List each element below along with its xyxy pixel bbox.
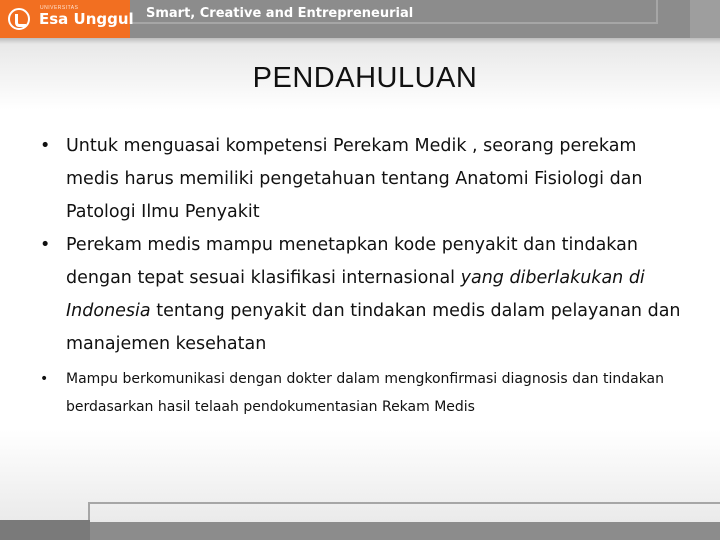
bullet-text: Perekam medis mampu menetapkan kode penyakit dan tindakan dengan tepat sesuai klasifikasi internasional	[66, 235, 638, 288]
header-accent	[690, 0, 720, 38]
bullet-dot: •	[40, 136, 51, 156]
university-logo	[0, 0, 134, 38]
bullet-text: tentang penyakit dan tindakan medis dalam pelayanan dan manajemen kesehatan	[66, 301, 681, 354]
logo-text: Esa Unggul	[39, 10, 134, 28]
bullet-item	[38, 365, 688, 421]
header-tagline: Smart, Creative and Entrepreneurial	[146, 6, 414, 21]
header-shadow	[0, 38, 720, 44]
bullet-list	[38, 130, 688, 421]
bullet-text: Untuk menguasai kompetensi Perekam Medik , seorang perekam medis harus memiliki pengetahuan tentang Anatomi Fisiologi dan Patologi Ilmu Penyakit	[66, 136, 643, 222]
bullet-dot: •	[40, 371, 49, 387]
bullet-item	[38, 229, 688, 361]
bullet-item	[38, 130, 688, 229]
bullet-text-italic: yang diberlakukan di Indonesia	[66, 268, 645, 321]
bullet-text: Mampu berkomunikasi dengan dokter dalam mengkonfirmasi diagnosis dan tindakan berdasarkan hasil telaah pendokumentasian Rekam Medis	[66, 371, 665, 415]
bullet-dot: •	[40, 235, 51, 255]
slide-title: PENDAHULUAN	[252, 62, 478, 94]
footer-bar	[0, 522, 720, 540]
footer-accent	[0, 520, 90, 540]
university-emblem-icon	[8, 8, 30, 30]
logo-caption: UNIVERSITAS	[40, 5, 79, 11]
